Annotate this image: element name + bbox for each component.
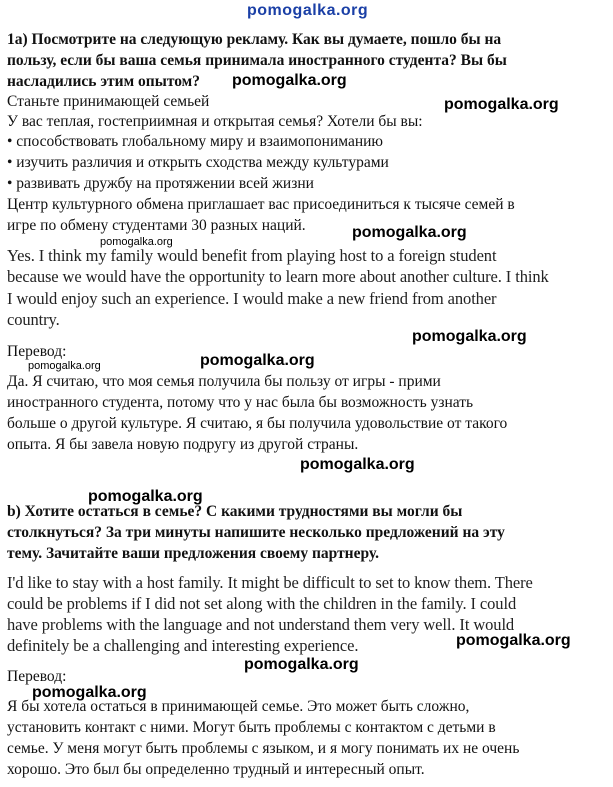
section-a-question-line-1: 1а) Посмотрите на следующую рекламу. Как вы думаете, пошло бы на (7, 31, 502, 48)
ad-title: Станьте принимающей семьей (7, 93, 210, 110)
section-b-translation-line: хорошо. Это был бы определенно трудный и интересный опыт. (7, 761, 425, 778)
ad-bullet: • развивать дружбу на протяжении всей жизни (7, 175, 314, 192)
watermark: pomogalka.org (412, 328, 527, 345)
watermark: pomogalka.org (352, 224, 467, 241)
section-b-translation-line: семье. У меня могут быть проблемы с языком, и я могу понимать их не очень (7, 740, 520, 757)
watermark: pomogalka.org (200, 352, 315, 369)
section-b-question-line-1: b) Хотите остаться в семье? С какими трудностями вы могли бы (7, 503, 463, 520)
section-b-translation-line: Я бы хотела остаться в принимающей семье. Это может быть сложно, (7, 698, 470, 715)
watermark: pomogalka.org (244, 656, 359, 673)
watermark: pomogalka.org (300, 456, 415, 473)
section-a-answer-line: country. (7, 310, 60, 329)
section-b-answer-line: definitely be a challenging and interesting experience. (7, 636, 359, 655)
watermark: pomogalka.org (100, 236, 173, 248)
watermark: pomogalka.org (88, 488, 203, 505)
section-b-answer-line: could be problems if I did not set along with the children in the family. I could (7, 594, 517, 613)
section-a-translation-line: Да. Я считаю, что моя семья получила бы пользу от игры - прими (7, 373, 441, 390)
ad-bullet: • способствовать глобальному миру и взаимопониманию (7, 133, 384, 150)
section-b-question-line-2: столкнуться? За три минуты напишите несколько предложений на эту (7, 524, 505, 541)
watermark: pomogalka.org (28, 360, 101, 372)
watermark: pomogalka.org (32, 684, 147, 701)
section-a-answer-line: I would enjoy such an experience. I would make a new friend from another (7, 289, 497, 308)
section-a-translation-line: больше о другой культуре. Я считаю, я бы получила удовольствие от такого (7, 415, 508, 432)
section-a-translation-line: опыта. Я бы завела новую подругу из другой страны. (7, 436, 359, 453)
section-a-translation-line: иностранного студента, потому что у нас была бы возможность узнать (7, 394, 474, 411)
section-a-translation-label: Перевод: (7, 343, 67, 360)
section-b-translation-line: установить контакт с ними. Могут быть проблемы с контактом с детьми в (7, 719, 496, 736)
section-a-answer-line: because we would have the opportunity to learn more about another culture. I think (7, 267, 549, 286)
section-a-question-line-2: пользу, если бы ваша семья принимала иностранного студента? Вы бы (7, 52, 507, 69)
ad-line: У вас теплая, гостеприимная и открытая семья? Хотели бы вы: (7, 113, 423, 130)
section-b-answer-line: I'd like to stay with a host family. It might be difficult to set to know them. There (7, 573, 533, 592)
watermark: pomogalka.org (247, 2, 369, 19)
section-b-translation-label: Перевод: (7, 668, 67, 685)
watermark: pomogalka.org (444, 96, 559, 113)
ad-line: игре по обмену студентами 30 разных наций. (7, 217, 306, 234)
watermark: pomogalka.org (456, 632, 571, 649)
ad-bullet: • изучить различия и открыть сходства между культурами (7, 154, 389, 171)
section-b-answer-line: have problems with the language and not understand them very well. It would (7, 615, 515, 634)
watermark: pomogalka.org (232, 72, 347, 89)
section-a-question-line-3: насладились этим опытом? (7, 73, 200, 90)
ad-line: Центр культурного обмена приглашает вас присоединиться к тысяче семей в (7, 196, 515, 213)
section-b-question-line-3: тему. Зачитайте ваши предложения своему партнеру. (7, 545, 379, 562)
section-a-answer-line: Yes. I think my family would benefit from playing host to a foreign student (7, 246, 497, 265)
